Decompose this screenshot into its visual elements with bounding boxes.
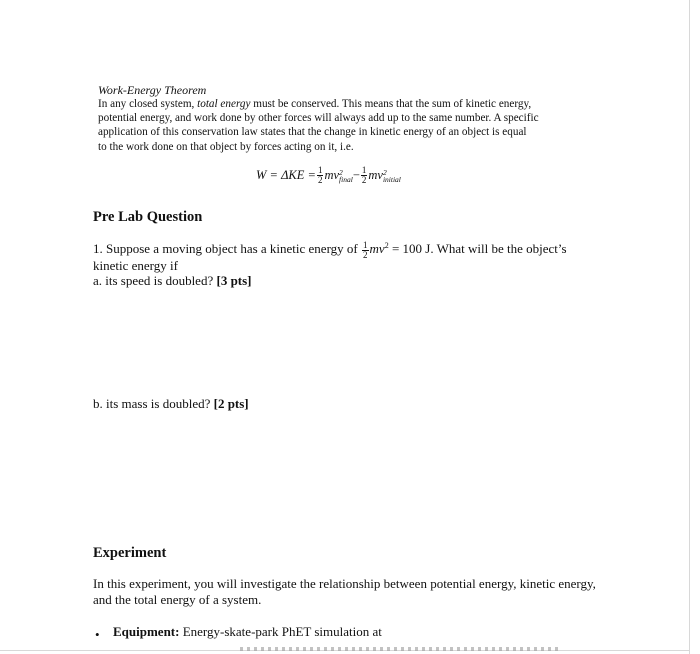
- page-right-edge: [689, 0, 690, 654]
- frac-denominator: 2: [317, 175, 323, 185]
- q1-frac-numerator: 1: [363, 239, 368, 250]
- cut-off-text-line: [240, 647, 560, 651]
- theorem-paragraph: [98, 97, 608, 154]
- frac-numerator: 1: [317, 165, 323, 175]
- theorem-line-2: potential energy, and work done by other forces will always add up to the same number. A specific: [98, 112, 539, 125]
- question-1-mv: mv: [369, 241, 385, 256]
- question-1-line-2: kinetic energy if: [93, 258, 178, 273]
- frac-numerator-2: 1: [361, 165, 367, 175]
- equation-term-initial: mv: [368, 168, 383, 182]
- work-energy-equation: [256, 166, 401, 185]
- theorem-line-1-start: In any closed system,: [98, 98, 198, 110]
- question-1-end: = 100 J. What will be the object’s: [388, 241, 567, 256]
- equation-half-2: [361, 166, 368, 185]
- initial-subscript: initial: [382, 174, 401, 184]
- question-1-half: [362, 241, 369, 260]
- question-b-text: b. its mass is doubled?: [93, 396, 214, 411]
- q1-frac-denominator: 2: [363, 249, 368, 260]
- theorem-line-3: application of this conservation law states that the change in kinetic energy of an object is equal: [98, 126, 527, 139]
- theorem-line-4: to the work done on that object by forces acting on it, i.e.: [98, 140, 354, 153]
- bullet-icon: •: [95, 627, 100, 642]
- total-energy-emphasis: total energy: [197, 98, 251, 110]
- theorem-line-1-end: must be conserved. This means that the sum of kinetic energy,: [250, 98, 532, 110]
- question-1-start: 1. Suppose a moving object has a kinetic energy of: [93, 241, 362, 256]
- question-b-points: [2 pts]: [213, 396, 249, 411]
- frac-denominator-2: 2: [361, 175, 367, 185]
- equipment-text: Energy-skate-park PhET simulation at: [179, 624, 382, 639]
- equation-lhs: W = ΔKE =: [256, 168, 316, 182]
- prelab-heading: Pre Lab Question: [93, 209, 203, 225]
- question-a-points: [3 pts]: [216, 273, 252, 288]
- final-superscript: 2: [339, 167, 343, 177]
- question-a: [93, 273, 252, 289]
- experiment-line-1: In this experiment, you will investigate the relationship between potential energy, kinetic energy,: [93, 576, 596, 591]
- equipment-item: [113, 624, 382, 640]
- equation-final-scripts: [339, 169, 353, 183]
- equation-term-final: mv: [324, 168, 340, 182]
- theorem-line-1: [98, 97, 608, 111]
- equation-minus: −: [352, 168, 360, 182]
- question-1-line-1: [93, 238, 567, 260]
- final-subscript: final: [339, 174, 353, 184]
- question-1-squared: 2: [384, 241, 389, 250]
- equation-initial-scripts: [383, 169, 401, 183]
- equation-half-1: [317, 166, 324, 185]
- question-a-text: a. its speed is doubled?: [93, 273, 217, 288]
- experiment-heading: Experiment: [93, 545, 167, 561]
- equipment-label: Equipment:: [113, 624, 180, 639]
- question-b: [93, 396, 249, 412]
- experiment-line-2: and the total energy of a system.: [93, 592, 262, 607]
- initial-superscript: 2: [382, 167, 387, 177]
- theorem-title: Work-Energy Theorem: [98, 83, 207, 97]
